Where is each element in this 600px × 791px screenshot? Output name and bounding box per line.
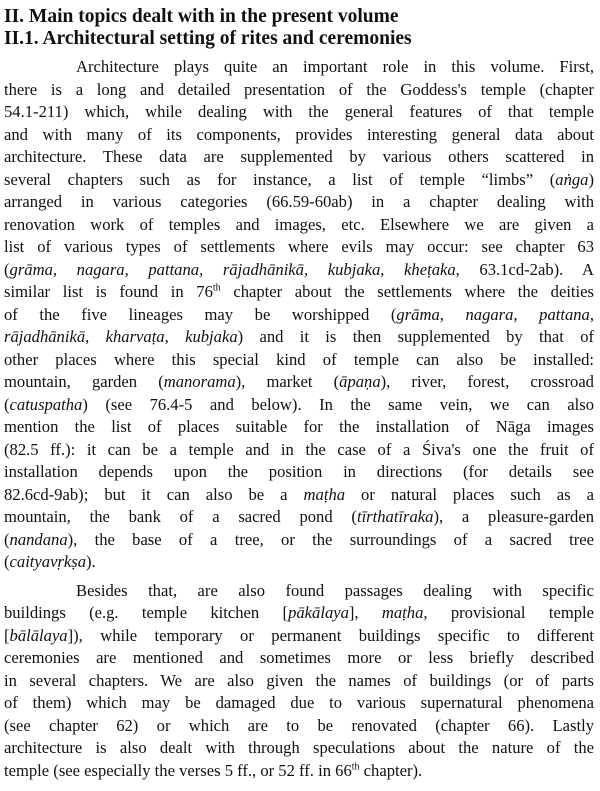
text-line: mountain, garden (manorama), market (āpaṇa), river, forest, crossroad [4,372,594,391]
text-line: and with many of its components, provides interesting general data about [4,124,594,144]
italic-term: maṭha [303,484,346,504]
text-line: there is a long and detailed presentation of the Goddess's temple (chapter [4,79,594,99]
text-line: mountain, the bank of a sacred pond (tīrthatīraka), a pleasure-garden [4,507,594,526]
superscript: th [351,760,360,772]
text-line: rājadhānikā, kharvaṭa, kubjaka) and it is then supplemented by that of [4,327,595,346]
text-line: buildings (e.g. temple kitchen [pākālaya], maṭha, provisional temple [4,603,595,622]
italic-term: kharvaṭa [105,327,165,346]
text-line: Besides that, are also found passages dealing with specific [76,580,594,600]
text-line: installation depends upon the position in directions (for details see [4,462,594,481]
body-text [4,56,594,782]
text-line: (see chapter 62) or which are to be renovated (chapter 66). Lastly [4,715,594,735]
text-line: (nandana), the base of a tree, or the surroundings of a sacred tree [4,529,594,549]
text-line: architecture is also dealt with through speculations about the nature of the [4,738,594,757]
text-line: mention the list of places suitable for the installation of Nāga images [4,417,594,436]
text-line: in several chapters. We are also given the names of buildings (or of parts [4,670,594,690]
text-line: 54.1-211) which, while dealing with the general features of that temple [4,102,594,121]
text-line: architecture. These data are supplemented by various others scattered in [4,147,594,166]
text-line: renovation work of temples and images, etc. Elsewhere we are given a [4,214,594,234]
text-line: temple (see especially the verses 5 ff., or 52 ff. in 66th chapter). [4,760,423,780]
text-line: of the five lineages may be worshipped (grāma, nagara, pattana, [4,304,595,324]
italic-term: pākālaya [288,603,349,622]
italic-term: nagara [465,304,514,324]
text-line: (caityavṛkṣa). [4,552,96,571]
text-line: [bālālaya]), while temporary or permanent buildings specific to different [4,625,594,645]
text-line: 82.6cd-9ab); but it can also be a maṭha or natural places such as a [4,484,594,504]
section-heading: II. Main topics dealt with in the present volume [4,6,399,27]
italic-term: kubjaka [185,327,238,346]
italic-term: grāma, nagara, pattana, rājadhānikā, kubjaka, kheṭaka [9,259,456,279]
text-line: ceremonies are mentioned and sometimes more or less briefly described [4,648,594,667]
text-line: list of various types of settlements where evils may occur: see chapter 63 [4,237,594,256]
italic-term: tīrthatīraka [356,507,434,526]
italic-term: pattana [539,304,590,324]
document-page [4,4,594,782]
italic-term: aṅga [555,169,589,189]
superscript: th [212,282,221,294]
italic-term: maṭha [381,603,424,622]
text-line: several chapters such as for instance, a list of temple “limbs” (aṅga) [4,169,594,189]
text-line: similar list is found in 76th chapter about the settlements where the deities [4,282,594,301]
text-line: of them) which may be damaged due to various supernatural phenomena [4,693,594,712]
italic-term: nandana [9,529,68,549]
italic-term: manorama [163,372,236,391]
italic-term: bālālaya [9,625,68,645]
italic-term: grāma [396,304,440,324]
text-line: (82.5 ff.): it can be a temple and in the case of a Śiva's one the fruit of [4,439,594,459]
subsection-heading: II.1. Architectural setting of rites and ceremonies [4,28,412,49]
italic-term: caityavṛkṣa [9,552,87,571]
italic-term: catuspatha [9,394,83,414]
text-line: Architecture plays quite an important role in this volume. First, [76,57,594,76]
text-line: (grāma, nagara, pattana, rājadhānikā, kubjaka, kheṭaka, 63.1cd-2ab). A [4,259,594,279]
text-line: other places where this special kind of temple can also be installed: [4,349,594,369]
italic-term: āpaṇa [339,372,381,391]
text-line: arranged in various categories (66.59-60ab) in a chapter dealing with [4,192,594,211]
italic-term: rājadhānikā [4,327,86,346]
text-line: (catuspatha) (see 76.4-5 and below). In the same vein, we can also [4,394,594,414]
